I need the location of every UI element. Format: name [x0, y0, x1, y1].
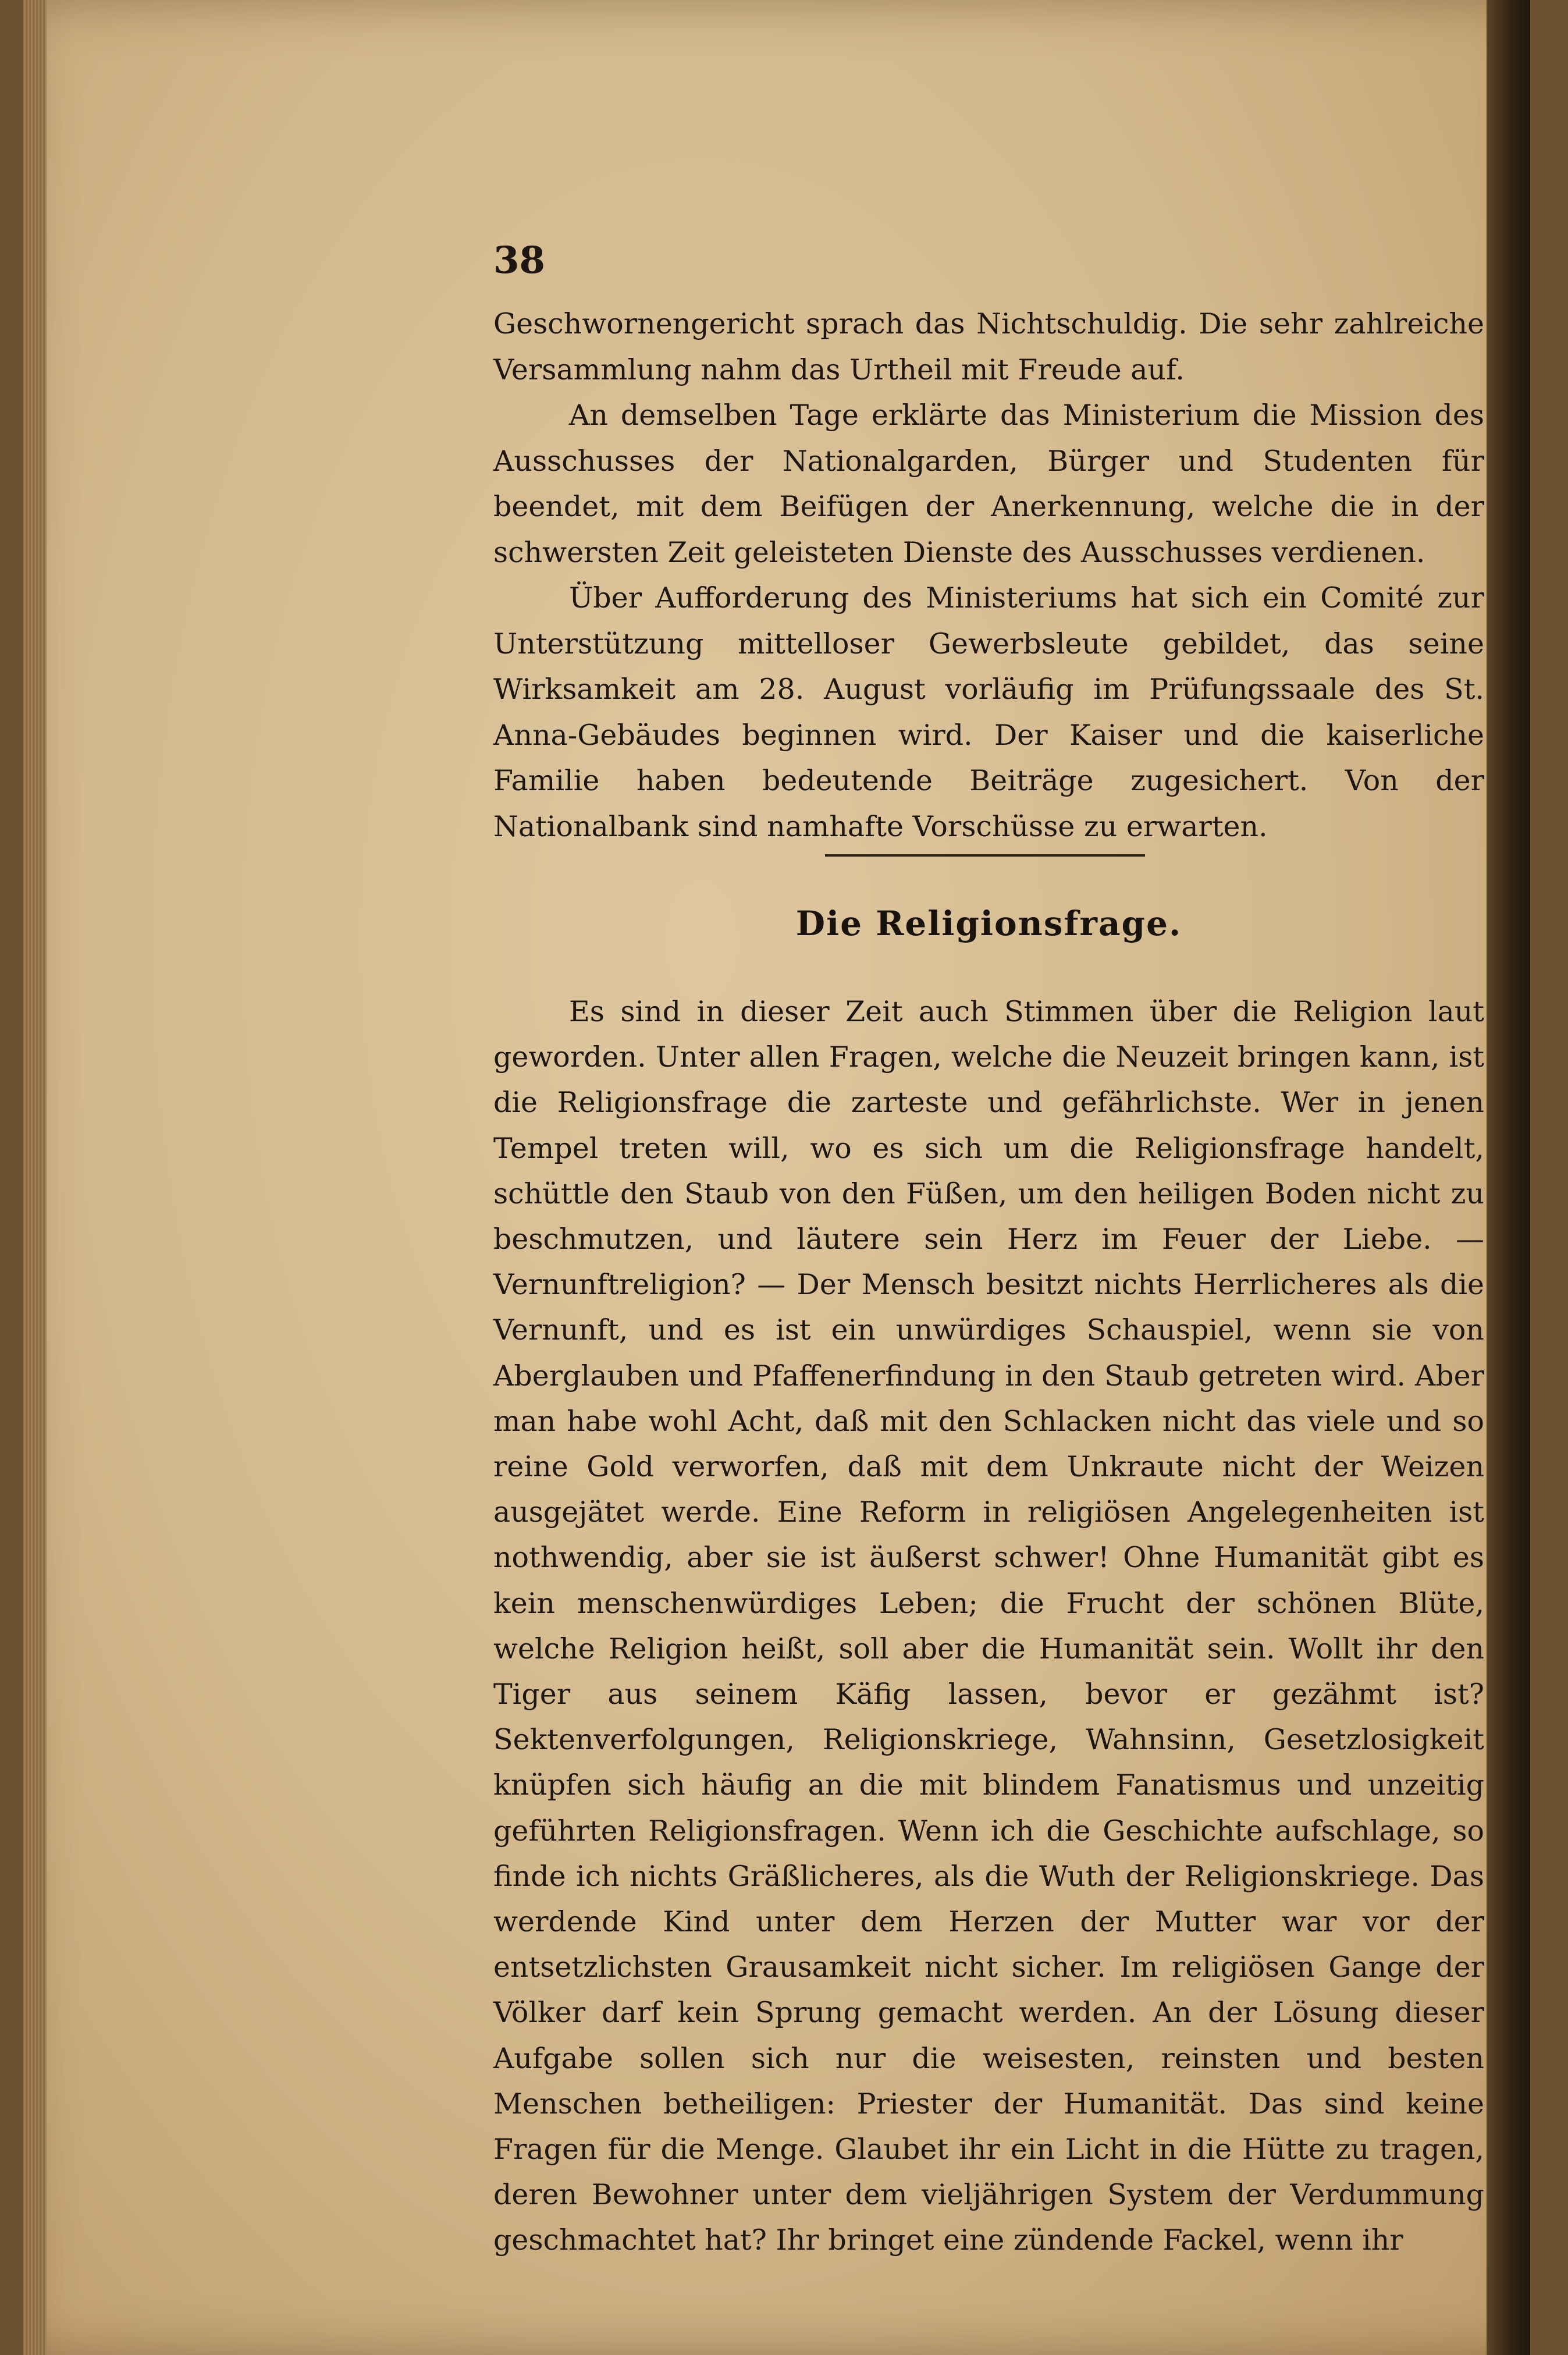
intro-paragraph-committee: Über Aufforderung des Ministeriums hat sich ein Comité zur Unterstützung mittelloser Gewerbsleute gebildet, das seine Wirksamkeit am 28. August vorläufig im Prüfungssaale des St. Anna-Gebäudes beginnen wird. Der Kaiser und die kaiserliche Familie haben bedeutende Beiträge zugesichert. Von der Nationalbank sind namhafte Vorschüsse zu erwarten. [493, 581, 1484, 843]
section-body-text [493, 989, 1484, 2264]
section-heading: Die Religionsfrage. [795, 904, 1182, 943]
book-binding-edge [1487, 0, 1530, 2355]
intro-text [493, 301, 1484, 850]
book-page [23, 0, 1530, 2355]
intro-paragraph-ministry: An demselben Tage erklärte das Ministerium die Mission des Ausschusses der Nationalgarden, Bürger und Studenten für beendet, mit dem Beifügen der Anerkennung, welche die in der schwersten Zeit geleisteten Dienste des Ausschusses verdienen. [493, 399, 1484, 569]
section-paragraph: Es sind in dieser Zeit auch Stimmen über die Religion laut geworden. Unter allen Fragen, welche die Neuzeit bringen kann, ist die Religionsfrage die zarteste und gefährlichste. Wer in jenen Tempel treten will, wo es sich um die Religionsfrage handelt, schüttle den Staub von den Füßen, um den heiligen Boden nicht zu beschmutzen, und läutere sein Herz im Feuer der Liebe. — Vernunftreligion? — Der Mensch besitzt nichts Herrlicheres als die Vernunft, und es ist ein unwürdiges Schauspiel, wenn sie von Aberglauben und Pfaffenerfindung in den Staub getreten wird. Aber man habe wohl Acht, daß mit den Schlacken nicht das viele und so reine Gold verworfen, daß mit dem Unkraute nicht der Weizen ausgejätet werde. Eine Reform in religiösen Angelegenheiten ist nothwendig, aber sie ist äußerst schwer! Ohne Humanität gibt es kein menschenwürdiges Leben; die Frucht der schönen Blüte, welche Religion heißt, soll aber die Humanität sein. Wollt ihr den Tiger aus seinem Käfig lassen, bevor er gezähmt ist? Sektenverfolgungen, Religionskriege, Wahnsinn, Gesetzlosigkeit knüpfen sich häufig an die mit blindem Fanatismus und unzeitig geführten Religionsfragen. Wenn ich die Geschichte aufschlage, so finde ich nichts Gräßlicheres, als die Wuth der Religionskriege. Das werdende Kind unter dem Herzen der Mutter war vor der entsetzlichsten Grausamkeit nicht sicher. Im religiösen Gange der Völker darf kein Sprung gemacht werden. An der Lösung dieser Aufgabe sollen sich nur die weisesten, reinsten und besten Menschen betheiligen: Priester der Humanität. Das sind keine Fragen für die Menge. Glaubet ihr ein Licht in die Hütte zu tragen, deren Bewohner unter dem vieljährigen System der Verdummung geschmachtet hat? Ihr bringet eine zündende Fackel, wenn ihr [493, 995, 1484, 2257]
section-divider [825, 854, 1145, 857]
page-stack-edge [23, 0, 47, 2355]
intro-paragraph-continuation: Geschwornengericht sprach das Nichtschuldig. Die sehr zahlreiche Versammlung nahm das Urtheil mit Freude auf. [493, 307, 1484, 386]
page-number: 38 [493, 239, 546, 282]
